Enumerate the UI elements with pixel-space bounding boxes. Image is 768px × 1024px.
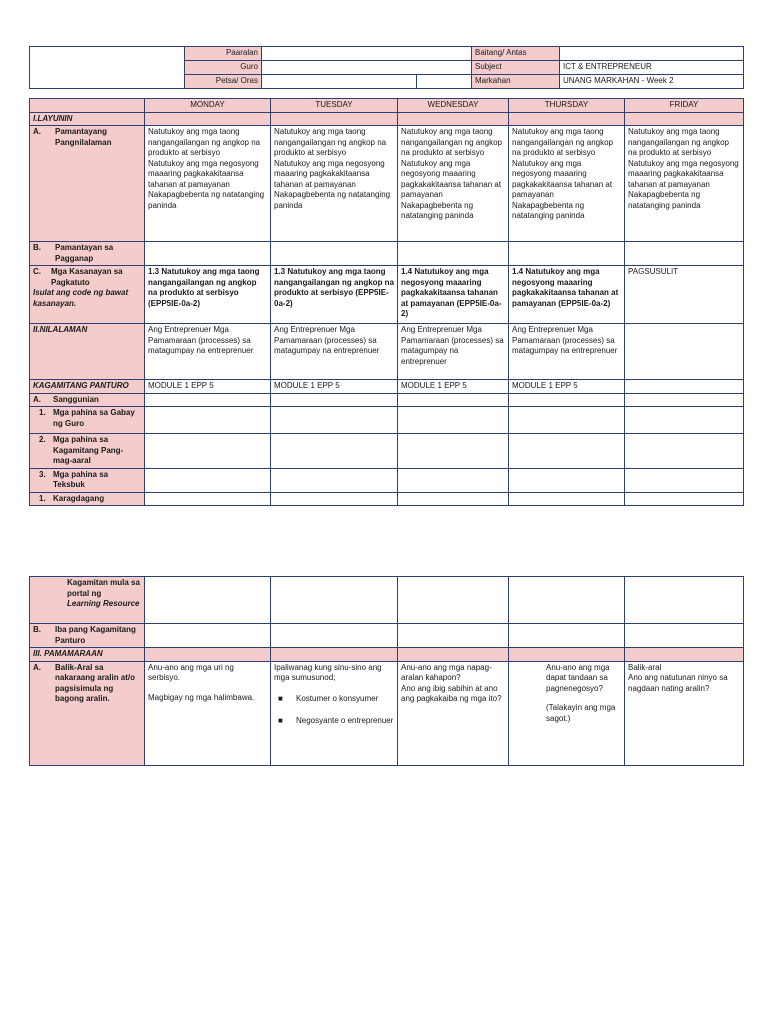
kasanayan-note: Isulat ang code ng bawat kasanayan. (33, 288, 129, 308)
pp-monday: Natutukoy ang mga taong nangangailangan ng angkop na produkto at serbisyo Natutukoy ang mga negosyong maaaring pagkakakitaansa tahanan at pamayanan Nakapagbebenta ng natatanging paninda (145, 126, 271, 242)
row-pamantayan-pagganap: B. Pamantayan sa Pagganap (30, 242, 145, 266)
header-table (29, 46, 744, 89)
row-karagdagang: 1. Karagdagang (30, 492, 145, 506)
pamamaraan-heading: III. PAMAMARAAN (30, 648, 145, 662)
nil-monday: Ang Entreprenuer Mga Pamamaraan (processes) sa matagumpay na entreprenuer (145, 324, 271, 380)
nil-thursday: Ang Entreprenuer Mga Pamamaraan (processes) sa matagumpay na entreprenuer (509, 324, 625, 380)
row-sanggunian: A. Sanggunian (30, 393, 145, 407)
row-teksbuk: 3. Mga pahina sa Teksbuk (30, 468, 145, 492)
ba-friday: Balik-aral Ano ang natutunan ninyo sa nagdaan nating aralin? (625, 661, 744, 765)
subject-label: Subject (472, 61, 560, 75)
row-iba-pang: B. Iba pang Kagamitang Panturo (30, 624, 145, 648)
mod-thursday: MODULE 1 EPP 5 (509, 380, 625, 394)
date-value[interactable] (262, 75, 417, 89)
mk-thursday: 1.4 Natutukoy ang mga negosyong maaaring pagkakakitaansa tahanan at pamayanan (EPP5IE-0a-2) (509, 266, 625, 324)
layunin-heading: I.LAYUNIN (30, 112, 145, 126)
day-friday: FRIDAY (625, 99, 744, 113)
lesson-plan-table-continued (29, 576, 744, 766)
school-value[interactable] (262, 47, 472, 61)
mod-tuesday: MODULE 1 EPP 5 (271, 380, 398, 394)
pp-thursday: Natutukoy ang mga taong nangangailangan ng angkop na produkto at serbisyo Natutukoy ang mga negosyong maaaring pagkakakitaansa tahanan at pamayanan Nakapagbebenta ng natatanging paninda (509, 126, 625, 242)
row-gabay-guro: 1. Mga pahina sa Gabay ng Guro (30, 407, 145, 434)
ba-tuesday: Ipaliwanag kung sinu-sino ang mga sumusunod; ■ Kostumer o konsyumer ■ Negosyante o entreprenuer (271, 661, 398, 765)
mk-tuesday: 1.3 Natutukoy ang mga taong nangangailangan ng angkop na produkto at serbisyo (EPP5IE-0a-2) (271, 266, 398, 324)
time-value[interactable] (417, 75, 472, 89)
ba-monday: Anu-ano ang mga uri ng serbisyo. Magbigay ng mga halimbawa. (145, 661, 271, 765)
school-label: Paaralan (185, 47, 262, 61)
day-tuesday: TUESDAY (271, 99, 398, 113)
day-wednesday: WEDNESDAY (398, 99, 509, 113)
ba-thursday: Anu-ano ang mga dapat tandaan sa pagnenegosyo? (Talakayin ang mga sagot.) (509, 661, 625, 765)
day-thursday: THURSDAY (509, 99, 625, 113)
pp-friday: Natutukoy ang mga taong nangangailangan ng angkop na produkto at serbisyo Natutukoy ang mga negosyong maaaring pagkakakitaansa tahanan at pamayanan Nakapagbebenta ng natatanging paninda (625, 126, 744, 242)
mk-friday: PAGSUSULIT (625, 266, 744, 324)
black-square-icon: ■ (278, 716, 283, 725)
teacher-value[interactable] (262, 61, 472, 75)
row-kagamitang-pang: 2. Mga pahina sa Kagamitang Pang-mag-aaral (30, 434, 145, 469)
corner-cell (30, 99, 145, 113)
nil-wednesday: Ang Entreprenuer Mga Pamamaraan (processes) sa matagumpay na entreprenuer (398, 324, 509, 380)
mk-monday: 1.3 Natutukoy ang mga taong nangangailangan ng angkop na produkto at serbisyo (EPP5IE-0a-2) (145, 266, 271, 324)
quarter-value: UNANG MARKAHAN - Week 2 (560, 75, 744, 89)
teacher-label: Guro (185, 61, 262, 75)
row-pamantayang-pangnilalaman: A. Pamantayang Pangnilalaman (30, 126, 145, 242)
mk-wednesday: 1.4 Natutukoy ang mga negosyong maaaring pagkakakitaansa tahanan at pamayanan (EPP5IE-0a-2) (398, 266, 509, 324)
lesson-plan-table (29, 98, 744, 506)
ba-wednesday: Anu-ano ang mga napag-aralan kahapon? Ano ang ibig sabihin at ano ang pagkakaiba ng mga ito? (398, 661, 509, 765)
day-monday: MONDAY (145, 99, 271, 113)
mod-wednesday: MODULE 1 EPP 5 (398, 380, 509, 394)
grade-label: Baitang/ Antas (472, 47, 560, 61)
grade-value[interactable] (560, 47, 744, 61)
row-balik-aral: A. Balik-Aral sa nakaraang aralin at/o pagsisimula ng bagong aralin. (30, 661, 145, 765)
black-square-icon: ■ (278, 693, 283, 703)
pp-wednesday: Natutukoy ang mga taong nangangailangan ng angkop na produkto at serbisyo Natutukoy ang mga negosyong maaaring pagkakakitaansa tahanan at pamayanan Nakapagbebenta ng natatanging paninda (398, 126, 509, 242)
nil-tuesday: Ang Entreprenuer Mga Pamamaraan (processes) sa matagumpay na entreprenuer (271, 324, 398, 380)
date-label: Petsa/ Oras (185, 75, 262, 89)
header-blank (30, 47, 185, 89)
mod-monday: MODULE 1 EPP 5 (145, 380, 271, 394)
quarter-label: Markahan (472, 75, 560, 89)
kagamitang-heading: KAGAMITANG PANTURO (30, 380, 145, 394)
row-karagdagang-cont: Kagamitan mula sa portal ng Learning Resource (30, 577, 145, 624)
nilalaman-heading: II.NILALAMAN (30, 324, 145, 380)
subject-value: ICT & ENTREPRENEUR (560, 61, 744, 75)
row-mga-kasanayan: C. Mga Kasanayan sa Pagkatuto Isulat ang code ng bawat kasanayan. (30, 266, 145, 324)
pp-tuesday: Natutukoy ang mga taong nangangailangan ng angkop na produkto at serbisyo Natutukoy ang mga negosyong maaaring pagkakakitaansa tahanan at pamayanan Nakapagbebenta ng natatanging paninda (271, 126, 398, 242)
